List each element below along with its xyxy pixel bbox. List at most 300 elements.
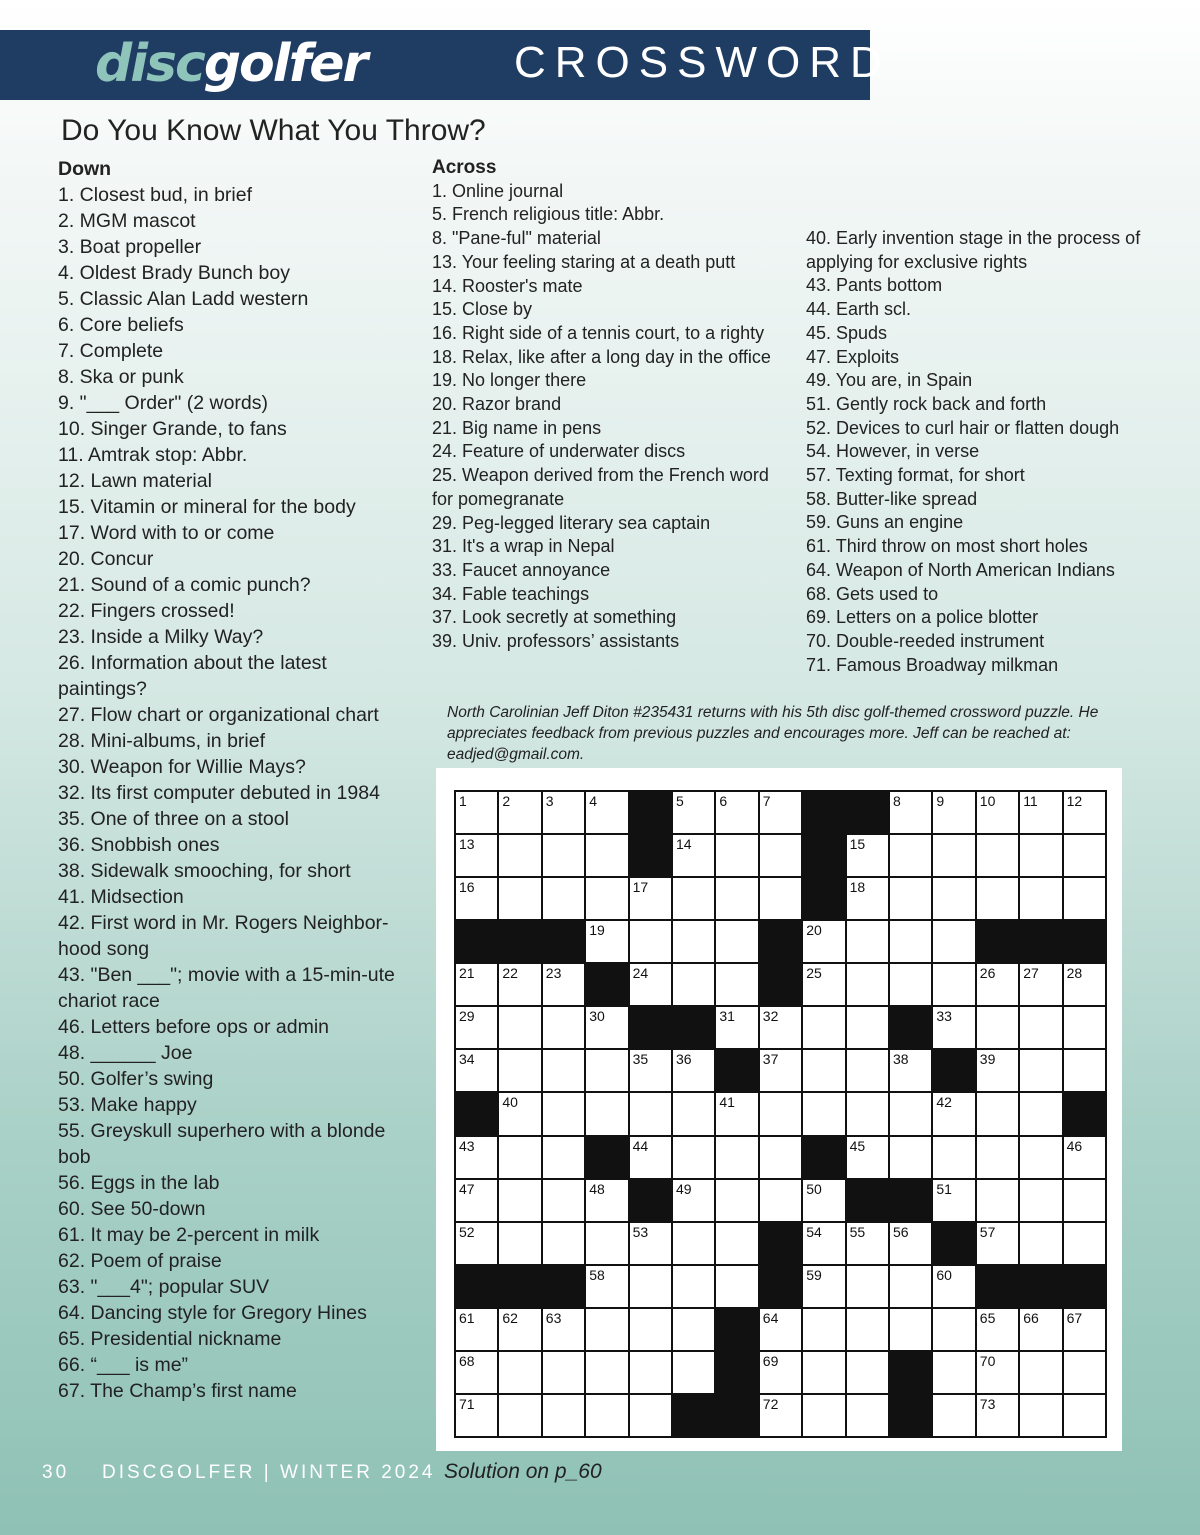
clue-item: 1. Closest bud, in brief <box>58 184 253 206</box>
grid-cell[interactable] <box>758 1005 803 1050</box>
grid-cell[interactable] <box>758 1307 803 1352</box>
grid-cell[interactable] <box>931 790 976 835</box>
grid-cell[interactable] <box>1018 1393 1063 1438</box>
grid-cell[interactable] <box>845 1048 890 1093</box>
cell-number: 4 <box>589 793 597 809</box>
grid-cell[interactable] <box>931 1178 976 1223</box>
grid-cell[interactable] <box>714 876 759 921</box>
grid-cell[interactable] <box>628 919 673 964</box>
grid-cell[interactable] <box>758 790 803 835</box>
clue-item: 56. Eggs in the lab <box>58 1172 220 1194</box>
down-heading: Down <box>58 158 112 180</box>
grid-cell[interactable] <box>931 1091 976 1136</box>
grid-cell[interactable] <box>1062 1048 1107 1093</box>
grid-cell[interactable] <box>497 833 542 878</box>
clue-item: 47. Exploits <box>806 346 900 367</box>
clue-item: 38. Sidewalk smooching, for short <box>58 860 351 882</box>
grid-cell[interactable] <box>454 833 499 878</box>
grid-block <box>888 1005 933 1050</box>
cell-number: 21 <box>459 965 475 982</box>
clue-item: 3. Boat propeller <box>58 236 202 258</box>
clue-item: 16. Right side of a tennis court, to a righty <box>432 322 765 343</box>
grid-block <box>584 1135 629 1180</box>
grid-cell[interactable] <box>497 1178 542 1223</box>
grid-cell[interactable] <box>671 1091 716 1136</box>
cell-number: 38 <box>893 1051 909 1068</box>
clue-item: 63. "___4"; popular SUV <box>58 1276 270 1298</box>
grid-cell[interactable] <box>801 1350 846 1395</box>
grid-cell[interactable] <box>975 1048 1020 1093</box>
grid-cell[interactable] <box>758 1178 803 1223</box>
grid-cell[interactable] <box>975 1178 1020 1223</box>
grid-cell[interactable] <box>671 1135 716 1180</box>
grid-cell[interactable] <box>541 1048 586 1093</box>
grid-cell[interactable] <box>801 1264 846 1309</box>
cell-number: 55 <box>849 1223 866 1240</box>
clue-item: 14. Rooster's mate <box>432 275 583 296</box>
grid-cell[interactable] <box>714 919 759 964</box>
grid-cell[interactable] <box>541 1350 586 1395</box>
grid-block <box>628 1005 673 1050</box>
grid-cell[interactable] <box>931 1393 976 1438</box>
grid-cell[interactable] <box>671 833 716 878</box>
across-clue-list-2 <box>806 227 1156 677</box>
grid-cell[interactable] <box>497 876 542 921</box>
grid-cell[interactable] <box>454 876 499 921</box>
grid-cell[interactable] <box>497 790 542 835</box>
grid-cell[interactable] <box>1018 790 1063 835</box>
grid-cell[interactable] <box>584 1091 629 1136</box>
cell-number: 69 <box>762 1352 779 1369</box>
grid-cell[interactable] <box>1018 876 1063 921</box>
grid-cell[interactable] <box>1062 790 1107 835</box>
clue-item: 67. The Champ’s first name <box>58 1380 297 1402</box>
grid-cell[interactable] <box>541 1135 586 1180</box>
grid-cell[interactable] <box>975 833 1020 878</box>
grid-cell[interactable] <box>801 919 846 964</box>
grid-cell[interactable] <box>845 1264 890 1309</box>
grid-cell[interactable] <box>931 1005 976 1050</box>
grid-cell[interactable] <box>845 1307 890 1352</box>
clue-item: 24. Feature of underwater discs <box>432 441 686 462</box>
cell-number: 14 <box>676 836 692 853</box>
grid-cell[interactable] <box>454 1307 499 1352</box>
across-clues-column-2 <box>806 227 1156 677</box>
cell-number: 47 <box>459 1180 475 1197</box>
grid-cell[interactable] <box>801 962 846 1007</box>
grid-cell[interactable] <box>454 790 499 835</box>
grid-cell[interactable] <box>584 1005 629 1050</box>
cell-number: 68 <box>459 1352 475 1369</box>
grid-cell[interactable] <box>714 962 759 1007</box>
grid-cell[interactable] <box>1062 876 1107 921</box>
grid-cell[interactable] <box>758 1048 803 1093</box>
grid-cell[interactable] <box>801 1307 846 1352</box>
grid-cell[interactable] <box>714 1135 759 1180</box>
grid-cell[interactable] <box>541 1178 586 1223</box>
grid-cell[interactable] <box>628 1135 673 1180</box>
grid-cell[interactable] <box>931 919 976 964</box>
grid-cell[interactable] <box>671 1350 716 1395</box>
grid-cell[interactable] <box>584 1264 629 1309</box>
clue-item: 60. See 50-down <box>58 1198 206 1220</box>
grid-cell[interactable] <box>845 1091 890 1136</box>
grid-cell[interactable] <box>888 1048 933 1093</box>
grid-cell[interactable] <box>454 962 499 1007</box>
grid-cell[interactable] <box>931 833 976 878</box>
grid-cell[interactable] <box>454 1135 499 1180</box>
grid-cell[interactable] <box>1062 1221 1107 1266</box>
grid-cell[interactable] <box>888 876 933 921</box>
grid-cell[interactable] <box>1062 1307 1107 1352</box>
grid-block <box>931 1221 976 1266</box>
clue-item: 8. "Pane-ful" material <box>432 228 601 249</box>
grid-cell[interactable] <box>975 1135 1020 1180</box>
cell-number: 2 <box>502 793 511 809</box>
grid-cell[interactable] <box>497 1307 542 1352</box>
grid-cell[interactable] <box>541 962 586 1007</box>
clue-item: 34. Fable teachings <box>432 583 590 604</box>
cell-number: 51 <box>936 1180 952 1197</box>
grid-cell[interactable] <box>801 1393 846 1438</box>
grid-cell[interactable] <box>1018 833 1063 878</box>
cell-number: 8 <box>893 793 901 809</box>
grid-cell[interactable] <box>1062 1393 1107 1438</box>
grid-block <box>714 1393 759 1438</box>
clue-item: 65. Presidential nickname <box>58 1328 282 1350</box>
grid-cell[interactable] <box>758 1091 803 1136</box>
grid-cell[interactable] <box>584 1221 629 1266</box>
clue-item: 19. No longer there <box>432 370 587 391</box>
grid-cell[interactable] <box>628 1091 673 1136</box>
grid-cell[interactable] <box>671 1048 716 1093</box>
cell-number: 11 <box>1023 793 1038 809</box>
clue-item: 7. Complete <box>58 340 164 362</box>
grid-cell[interactable] <box>584 1178 629 1223</box>
grid-cell[interactable] <box>671 1264 716 1309</box>
grid-cell[interactable] <box>584 1393 629 1438</box>
grid-cell[interactable] <box>888 1221 933 1266</box>
clue-item: 39. Univ. professors’ assistants <box>432 631 680 652</box>
cell-number: 3 <box>545 793 554 809</box>
cell-number: 37 <box>762 1051 779 1068</box>
cell-number: 32 <box>762 1008 779 1025</box>
grid-cell[interactable] <box>671 1178 716 1223</box>
puzzle-title: Do You Know What You Throw? <box>61 114 486 147</box>
grid-cell[interactable] <box>931 876 976 921</box>
grid-cell[interactable] <box>671 876 716 921</box>
grid-cell[interactable] <box>1018 1048 1063 1093</box>
grid-cell[interactable] <box>1062 1178 1107 1223</box>
grid-cell[interactable] <box>628 1350 673 1395</box>
cell-number: 29 <box>459 1008 475 1025</box>
grid-cell[interactable] <box>845 1005 890 1050</box>
grid-cell[interactable] <box>1062 1135 1107 1180</box>
grid-cell[interactable] <box>714 1178 759 1223</box>
cell-number: 10 <box>979 793 996 809</box>
grid-cell[interactable] <box>888 1307 933 1352</box>
clue-item: 55. Greyskull superhero with a blonde bob <box>58 1120 386 1168</box>
grid-block <box>671 1005 716 1050</box>
grid-cell[interactable] <box>975 1350 1020 1395</box>
grid-cell[interactable] <box>584 1350 629 1395</box>
grid-cell[interactable] <box>497 1091 542 1136</box>
grid-block <box>931 1048 976 1093</box>
grid-cell[interactable] <box>1018 1221 1063 1266</box>
grid-cell[interactable] <box>931 1307 976 1352</box>
across-clues-column-1 <box>432 156 787 654</box>
grid-cell[interactable] <box>497 1005 542 1050</box>
clue-item: 5. Classic Alan Ladd western <box>58 288 309 310</box>
cell-number: 65 <box>979 1309 996 1326</box>
grid-cell[interactable] <box>454 1221 499 1266</box>
grid-cell[interactable] <box>1018 1350 1063 1395</box>
grid-cell[interactable] <box>541 1221 586 1266</box>
grid-cell[interactable] <box>801 1005 846 1050</box>
grid-cell[interactable] <box>1062 962 1107 1007</box>
grid-cell[interactable] <box>671 919 716 964</box>
grid-cell[interactable] <box>671 1221 716 1266</box>
grid-cell[interactable] <box>628 962 673 1007</box>
clue-item: 53. Make happy <box>58 1094 197 1116</box>
grid-block <box>454 919 499 964</box>
clue-item: 20. Concur <box>58 548 154 570</box>
grid-cell[interactable] <box>1018 962 1063 1007</box>
grid-cell[interactable] <box>801 1178 846 1223</box>
grid-cell[interactable] <box>1018 1135 1063 1180</box>
cell-number: 56 <box>893 1223 909 1240</box>
grid-block <box>584 962 629 1007</box>
grid-cell[interactable] <box>628 1307 673 1352</box>
cell-number: 18 <box>849 879 866 896</box>
cell-number: 52 <box>459 1223 475 1240</box>
clue-item: 58. Butter-like spread <box>806 488 978 509</box>
grid-cell[interactable] <box>541 1091 586 1136</box>
clue-item: 22. Fingers crossed! <box>58 600 235 622</box>
grid-cell[interactable] <box>497 1048 542 1093</box>
grid-cell[interactable] <box>931 1135 976 1180</box>
grid-cell[interactable] <box>931 1264 976 1309</box>
cell-number: 34 <box>459 1051 475 1068</box>
grid-cell[interactable] <box>845 1221 890 1266</box>
grid-cell[interactable] <box>975 962 1020 1007</box>
cell-number: 25 <box>806 965 822 982</box>
grid-cell[interactable] <box>888 790 933 835</box>
clue-item: 32. Its first computer debuted in 1984 <box>58 782 380 804</box>
grid-cell[interactable] <box>888 1135 933 1180</box>
grid-cell[interactable] <box>497 1393 542 1438</box>
grid-cell[interactable] <box>541 1393 586 1438</box>
grid-cell[interactable] <box>497 1350 542 1395</box>
grid-cell[interactable] <box>1018 1091 1063 1136</box>
grid-cell[interactable] <box>845 833 890 878</box>
grid-block <box>801 876 846 921</box>
cell-number: 45 <box>849 1137 866 1154</box>
grid-cell[interactable] <box>975 876 1020 921</box>
grid-cell[interactable] <box>497 1135 542 1180</box>
grid-cell[interactable] <box>845 876 890 921</box>
grid-cell[interactable] <box>628 876 673 921</box>
grid-cell[interactable] <box>758 833 803 878</box>
grid-cell[interactable] <box>584 1048 629 1093</box>
grid-block <box>454 1264 499 1309</box>
clue-item: 40. Early invention stage in the process of applying for exclusive rights <box>806 228 1141 272</box>
grid-cell[interactable] <box>1018 1178 1063 1223</box>
grid-cell[interactable] <box>584 876 629 921</box>
grid-cell[interactable] <box>931 962 976 1007</box>
cell-number: 53 <box>632 1223 649 1240</box>
grid-cell[interactable] <box>497 962 542 1007</box>
solution-note: Solution on p_60 <box>444 1460 602 1483</box>
grid-cell[interactable] <box>584 919 629 964</box>
grid-cell[interactable] <box>714 1221 759 1266</box>
grid-cell[interactable] <box>714 1264 759 1309</box>
grid-cell[interactable] <box>845 1393 890 1438</box>
grid-cell[interactable] <box>714 833 759 878</box>
grid-cell[interactable] <box>801 1048 846 1093</box>
cell-number: 36 <box>676 1051 692 1068</box>
grid-cell[interactable] <box>628 1221 673 1266</box>
grid-cell[interactable] <box>888 1264 933 1309</box>
grid-block <box>454 1091 499 1136</box>
grid-cell[interactable] <box>497 1221 542 1266</box>
clue-item: 8. Ska or punk <box>58 366 184 388</box>
grid-cell[interactable] <box>888 1091 933 1136</box>
clue-item: 66. “___ is me” <box>58 1354 189 1376</box>
cell-number: 73 <box>979 1395 996 1412</box>
grid-cell[interactable] <box>541 790 586 835</box>
grid-cell[interactable] <box>584 790 629 835</box>
grid-cell[interactable] <box>931 1350 976 1395</box>
clue-item: 35. One of three on a stool <box>58 808 289 830</box>
grid-cell[interactable] <box>454 1350 499 1395</box>
grid-cell[interactable] <box>1062 1005 1107 1050</box>
grid-cell[interactable] <box>454 1048 499 1093</box>
grid-cell[interactable] <box>801 1091 846 1136</box>
grid-cell[interactable] <box>671 962 716 1007</box>
grid-cell[interactable] <box>975 790 1020 835</box>
magazine-logo <box>95 34 366 94</box>
grid-block <box>845 1178 890 1223</box>
clue-item: 17. Word with to or come <box>58 522 275 544</box>
grid-block <box>975 919 1020 964</box>
grid-cell[interactable] <box>541 1307 586 1352</box>
grid-block <box>628 1178 673 1223</box>
grid-cell[interactable] <box>1062 833 1107 878</box>
cell-number: 17 <box>632 879 649 896</box>
grid-cell[interactable] <box>584 1307 629 1352</box>
grid-block <box>541 919 586 964</box>
grid-cell[interactable] <box>845 962 890 1007</box>
clue-item: 31. It's a wrap in Nepal <box>432 536 615 557</box>
grid-cell[interactable] <box>845 1350 890 1395</box>
grid-cell[interactable] <box>714 1005 759 1050</box>
grid-cell[interactable] <box>975 1393 1020 1438</box>
clue-item: 44. Earth scl. <box>806 299 912 320</box>
grid-cell[interactable] <box>454 1005 499 1050</box>
grid-cell[interactable] <box>628 1048 673 1093</box>
cell-number: 43 <box>459 1137 475 1154</box>
cell-number: 41 <box>719 1094 735 1111</box>
grid-cell[interactable] <box>975 1091 1020 1136</box>
grid-cell[interactable] <box>845 919 890 964</box>
clue-item: 26. Information about the latest paintings? <box>58 652 327 700</box>
cell-number: 35 <box>632 1051 649 1068</box>
cell-number: 58 <box>589 1266 605 1283</box>
cell-number: 13 <box>459 836 475 853</box>
grid-cell[interactable] <box>541 1005 586 1050</box>
grid-cell[interactable] <box>975 1221 1020 1266</box>
clue-item: 23. Inside a Milky Way? <box>58 626 264 648</box>
grid-cell[interactable] <box>671 1307 716 1352</box>
grid-block <box>975 1264 1020 1309</box>
clue-item: 33. Faucet annoyance <box>432 559 611 580</box>
grid-cell[interactable] <box>714 1091 759 1136</box>
clue-item: 21. Big name in pens <box>432 417 602 438</box>
grid-cell[interactable] <box>584 833 629 878</box>
grid-cell[interactable] <box>671 790 716 835</box>
grid-cell[interactable] <box>628 1264 673 1309</box>
grid-cell[interactable] <box>1018 1307 1063 1352</box>
grid-cell[interactable] <box>541 833 586 878</box>
grid-cell[interactable] <box>714 790 759 835</box>
clue-item: 29. Peg-legged literary sea captain <box>432 512 711 533</box>
clue-item: 25. Weapon derived from the French word for pomegranate <box>432 465 769 509</box>
clue-item: 61. It may be 2-percent in milk <box>58 1224 320 1246</box>
grid-cell[interactable] <box>888 833 933 878</box>
across-clue-list-1 <box>432 180 787 654</box>
grid-cell[interactable] <box>801 1221 846 1266</box>
clue-item: 54. However, in verse <box>806 441 980 462</box>
grid-cell[interactable] <box>1062 1350 1107 1395</box>
crossword-grid <box>454 790 1105 1436</box>
grid-block <box>1062 919 1107 964</box>
grid-block <box>628 790 673 835</box>
cell-number: 30 <box>589 1008 605 1025</box>
grid-cell[interactable] <box>888 962 933 1007</box>
grid-cell[interactable] <box>758 1135 803 1180</box>
grid-cell[interactable] <box>975 1005 1020 1050</box>
page-number: 30 <box>42 1462 70 1483</box>
grid-cell[interactable] <box>541 876 586 921</box>
clue-item: 4. Oldest Brady Bunch boy <box>58 262 290 284</box>
clue-item: 61. Third throw on most short holes <box>806 536 1088 557</box>
grid-cell[interactable] <box>975 1307 1020 1352</box>
cell-number: 57 <box>979 1223 996 1240</box>
grid-cell[interactable] <box>1018 1005 1063 1050</box>
grid-cell[interactable] <box>758 876 803 921</box>
clue-item: 37. Look secretly at something <box>432 607 677 628</box>
cell-number: 20 <box>806 922 822 939</box>
grid-cell[interactable] <box>628 1393 673 1438</box>
grid-block <box>801 790 846 835</box>
grid-block <box>888 1393 933 1438</box>
clue-item: 6. Core beliefs <box>58 314 184 336</box>
clue-item: 1. Online journal <box>432 180 564 201</box>
cell-number: 33 <box>936 1008 952 1025</box>
grid-cell[interactable] <box>845 1135 890 1180</box>
clue-item: 49. You are, in Spain <box>806 370 973 391</box>
grid-cell[interactable] <box>454 1178 499 1223</box>
grid-cell[interactable] <box>758 1350 803 1395</box>
grid-block <box>714 1048 759 1093</box>
grid-cell[interactable] <box>454 1393 499 1438</box>
grid-cell[interactable] <box>758 1393 803 1438</box>
grid-cell[interactable] <box>888 919 933 964</box>
clue-item: 15. Close by <box>432 299 533 320</box>
grid-block <box>801 833 846 878</box>
clue-item: 28. Mini-albums, in brief <box>58 730 265 752</box>
